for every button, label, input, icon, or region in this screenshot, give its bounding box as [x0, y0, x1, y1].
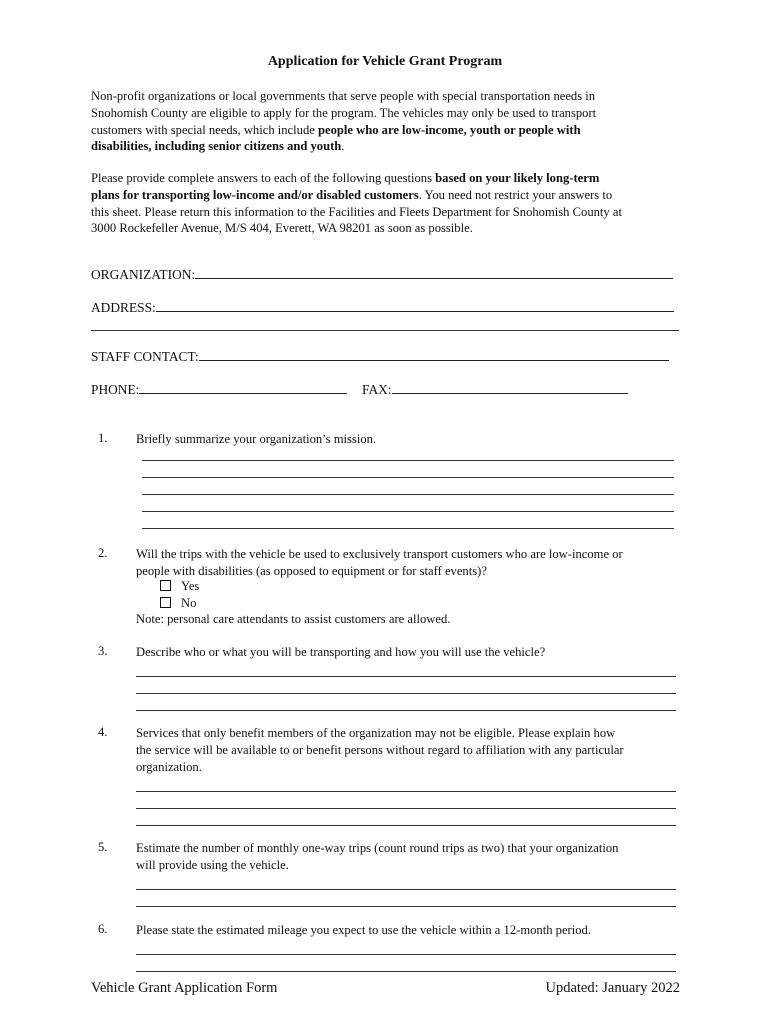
- instructions-text: . You need not restrict your answers to: [418, 187, 613, 202]
- question-number: 1.: [98, 431, 108, 445]
- footer-form-name: Vehicle Grant Application Form: [91, 980, 278, 996]
- question-line: Estimate the number of monthly one-way trips (count round trips as two) that your organization: [136, 841, 619, 855]
- question-line: the service will be available to or benefit persons without regard to affiliation with any particular: [136, 742, 624, 757]
- question-number: 4.: [98, 725, 108, 739]
- question-text: [136, 431, 376, 448]
- instructions-text: Please provide complete answers to each of the following questions: [91, 171, 436, 185]
- fax-field: [362, 381, 628, 398]
- address-input-line[interactable]: [156, 299, 674, 312]
- no-checkbox[interactable]: [160, 597, 171, 608]
- question-line: Briefly summarize your organization’s mission.: [136, 432, 377, 446]
- question-line: organization.: [136, 759, 202, 774]
- answer-line[interactable]: [136, 808, 676, 809]
- question-text: [136, 725, 624, 775]
- answer-line[interactable]: [136, 906, 676, 907]
- question-line: Please state the estimated mileage you expect to use the vehicle within a 12-month period.: [136, 923, 591, 937]
- intro-line: Snohomish County are eligible to apply for the program. The vehicles may only be used to transport: [91, 105, 597, 120]
- page-title: Application for Vehicle Grant Program: [267, 54, 503, 69]
- question-text: [136, 644, 545, 661]
- address-second-line[interactable]: [91, 330, 679, 331]
- question-line: Services that only benefit members of the organization may not be eligible. Please explain how: [136, 726, 616, 740]
- instructions-emphasis: plans for transporting low-income and/or disabled customers: [91, 187, 419, 202]
- answer-line[interactable]: [136, 954, 676, 955]
- intro-line: [91, 122, 691, 139]
- intro-line: [91, 138, 691, 155]
- address-label: ADDRESS:: [91, 300, 156, 315]
- question-number: 2.: [98, 546, 108, 560]
- answer-line[interactable]: [136, 971, 676, 972]
- question-text: [136, 840, 618, 874]
- instructions-paragraph: [91, 170, 691, 237]
- question-number: 5.: [98, 840, 108, 854]
- intro-line: Non-profit organizations or local governments that serve people with special transportation needs in: [91, 89, 596, 103]
- question-text: [136, 922, 591, 939]
- staff-contact-input-line[interactable]: [199, 348, 669, 361]
- question-number: 6.: [98, 922, 108, 936]
- intro-paragraph: [91, 88, 691, 155]
- address-field: [91, 299, 674, 316]
- organization-input-line[interactable]: [195, 266, 673, 279]
- organization-label: ORGANIZATION:: [91, 267, 196, 282]
- yes-checkbox[interactable]: [160, 580, 171, 591]
- intro-emphasis: people who are low-income, youth or people with: [317, 122, 581, 137]
- answer-line[interactable]: [142, 477, 674, 478]
- question-line: Will the trips with the vehicle be used to exclusively transport customers who are low-income or: [136, 547, 623, 561]
- answer-line[interactable]: [142, 460, 674, 461]
- intro-text: .: [341, 139, 345, 154]
- instructions-line: this sheet. Please return this information to the Facilities and Fleets Department for Snohomish County at: [91, 204, 622, 219]
- yes-label: Yes: [181, 579, 200, 593]
- no-label: No: [181, 596, 197, 610]
- answer-line[interactable]: [142, 528, 674, 529]
- question-line: will provide using the vehicle.: [136, 857, 289, 872]
- instructions-line: 3000 Rockefeller Avenue, M/S 404, Everett, WA 98201 as soon as possible.: [91, 221, 473, 236]
- answer-line[interactable]: [136, 693, 676, 694]
- yes-option[interactable]: [160, 579, 199, 594]
- intro-emphasis: disabilities, including senior citizens and youth: [91, 139, 342, 154]
- instructions-emphasis: based on your likely long-term: [435, 171, 600, 185]
- phone-field: [91, 381, 347, 398]
- footer-updated-date: Updated: January 2022: [545, 980, 680, 996]
- answer-line[interactable]: [136, 676, 676, 677]
- note-text: Note: personal care attendants to assist customers are allowed.: [136, 612, 451, 626]
- phone-label: PHONE:: [91, 382, 140, 397]
- organization-field: [91, 266, 673, 283]
- answer-line[interactable]: [142, 511, 674, 512]
- answer-line[interactable]: [136, 889, 676, 890]
- question-note: [136, 611, 450, 628]
- staff-contact-field: [91, 348, 669, 365]
- fax-label: FAX:: [362, 382, 392, 397]
- answer-line[interactable]: [136, 791, 676, 792]
- question-text: [136, 546, 623, 580]
- question-number: 3.: [98, 644, 108, 658]
- answer-line[interactable]: [142, 494, 674, 495]
- answer-line[interactable]: [136, 825, 676, 826]
- no-option[interactable]: [160, 596, 196, 611]
- phone-input-line[interactable]: [139, 381, 347, 394]
- question-line: people with disabilities (as opposed to equipment or for staff events)?: [136, 563, 487, 578]
- intro-text: customers with special needs, which include: [91, 122, 318, 137]
- instructions-line: [91, 170, 691, 187]
- fax-input-line[interactable]: [392, 381, 628, 394]
- staff-contact-label: STAFF CONTACT:: [91, 349, 199, 364]
- instructions-line: [91, 187, 691, 204]
- answer-line[interactable]: [136, 710, 676, 711]
- question-line: Describe who or what you will be transporting and how you will use the vehicle?: [136, 645, 546, 659]
